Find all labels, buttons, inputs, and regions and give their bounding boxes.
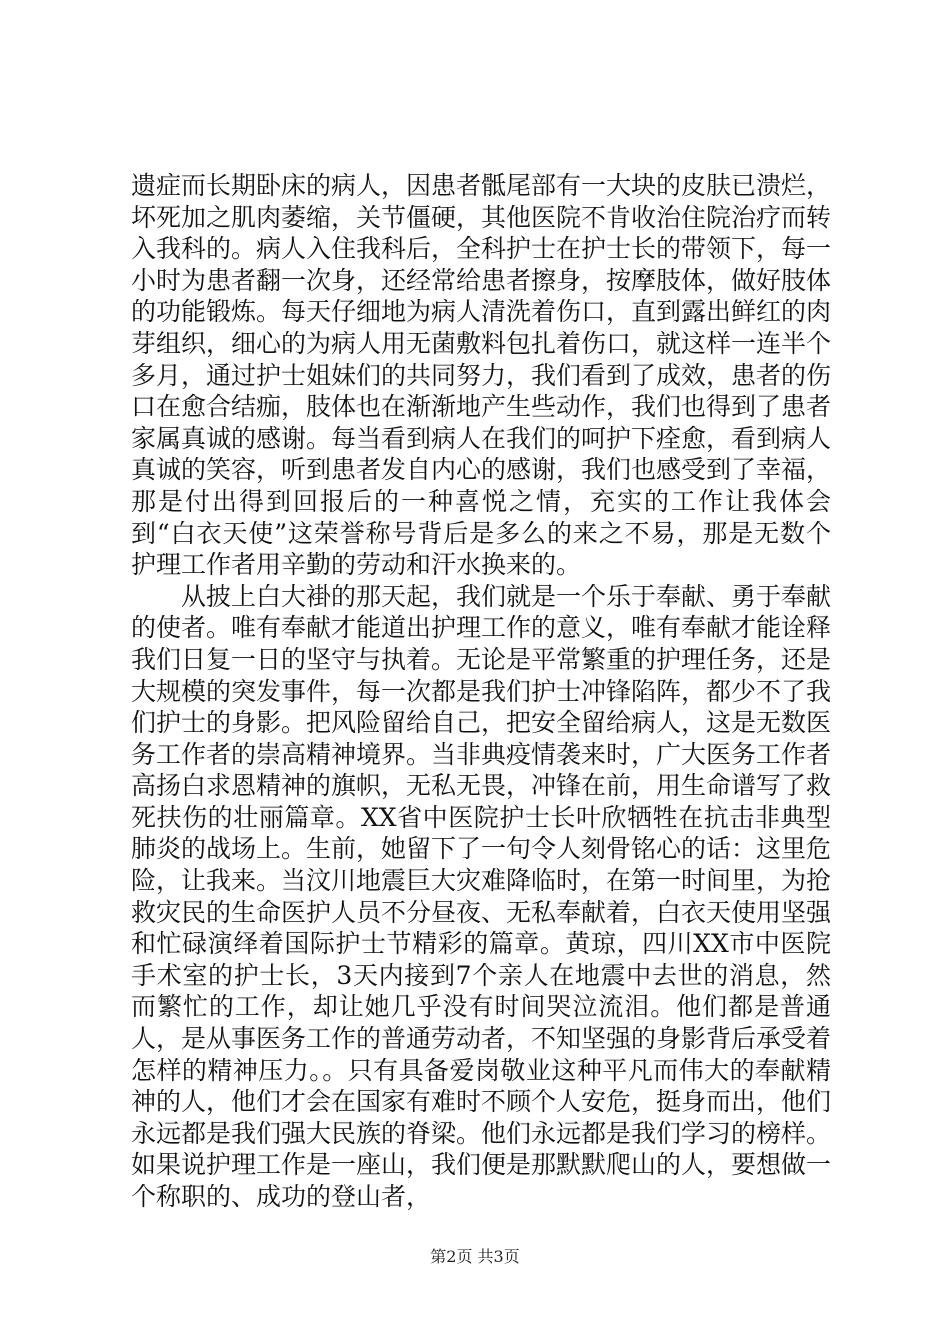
document-body bbox=[131, 170, 831, 1213]
page-number-footer: 第2页 共3页 bbox=[430, 1247, 520, 1266]
paragraph: 从披上白大褂的那天起，我们就是一个乐于奉献、勇于奉献的使者。唯有奉献才能道出护理工作的意义，唯有奉献才能诠释我们日复一日的坚守与执着。无论是平常繁重的护理任务，还是大规模的突发事件，每一次都是我们护士冲锋陷阵，都少不了我们护士的身影。把风险留给自己，把安全留给病人，这是无数医务工作者的崇高精神境界。当非典疫情袭来时，广大医务工作者高扬白求恩精神的旗帜，无私无畏，冲锋在前，用生命谱写了救死扶伤的壮丽篇章。XX省中医院护士长叶欣牺牲在抗击非典型肺炎的战场上。生前，她留下了一句令人刻骨铭心的话：这里危险，让我来。当汶川地震巨大灾难降临时，在第一时间里，为抢救灾民的生命医护人员不分昼夜、无私奉献着，白衣天使用坚强和忙碌演绎着国际护士节精彩的篇章。黄琼，四川XX市中医院手术室的护士长，3天内接到7个亲人在地震中去世的消息，然而繁忙的工作，却让她几乎没有时间哭泣流泪。他们都是普通人，是从事医务工作的普通劳动者，不知坚强的身影背后承受着怎样的精神压力。。只有具备爱岗敬业这种平凡而伟大的奉献精神的人，他们才会在国家有难时不顾个人安危，挺身而出，他们永远都是我们强大民族的脊梁。他们永远都是我们学习的榜样。如果说护理工作是一座山，我们便是那默默爬山的人，要想做一个称职的、成功的登山者， bbox=[131, 581, 832, 1211]
paragraph-continued: 遗症而长期卧床的病人，因患者骶尾部有一大块的皮肤已溃烂，坏死加之肌肉萎缩，关节僵硬，其他医院不肯收治住院治疗而转入我科的。病人入住我科后，全科护士在护士长的带领下，每一小时为患者翻一次身，还经常给患者擦身，按摩肢体，做好肢体的功能锻炼。每天仔细地为病人清洗着伤口，直到露出鲜红的肉芽组织，细心的为病人用无菌敷料包扎着伤口，就这样一连半个多月，通过护士姐妹们的共同努力，我们看到了成效，患者的伤口在愈合结痂，肢体也在渐渐地产生些动作，我们也得到了患者家属真诚的感谢。每当看到病人在我们的呵护下痊愈，看到病人真诚的笑容，听到患者发自内心的感谢，我们也感受到了幸福，那是付出得到回报后的一种喜悦之情，充实的工作让我体会到“白衣天使”这荣誉称号背后是多么的来之不易，那是无数个护理工作者用辛勤的劳动和汗水换来的。 bbox=[131, 171, 832, 580]
